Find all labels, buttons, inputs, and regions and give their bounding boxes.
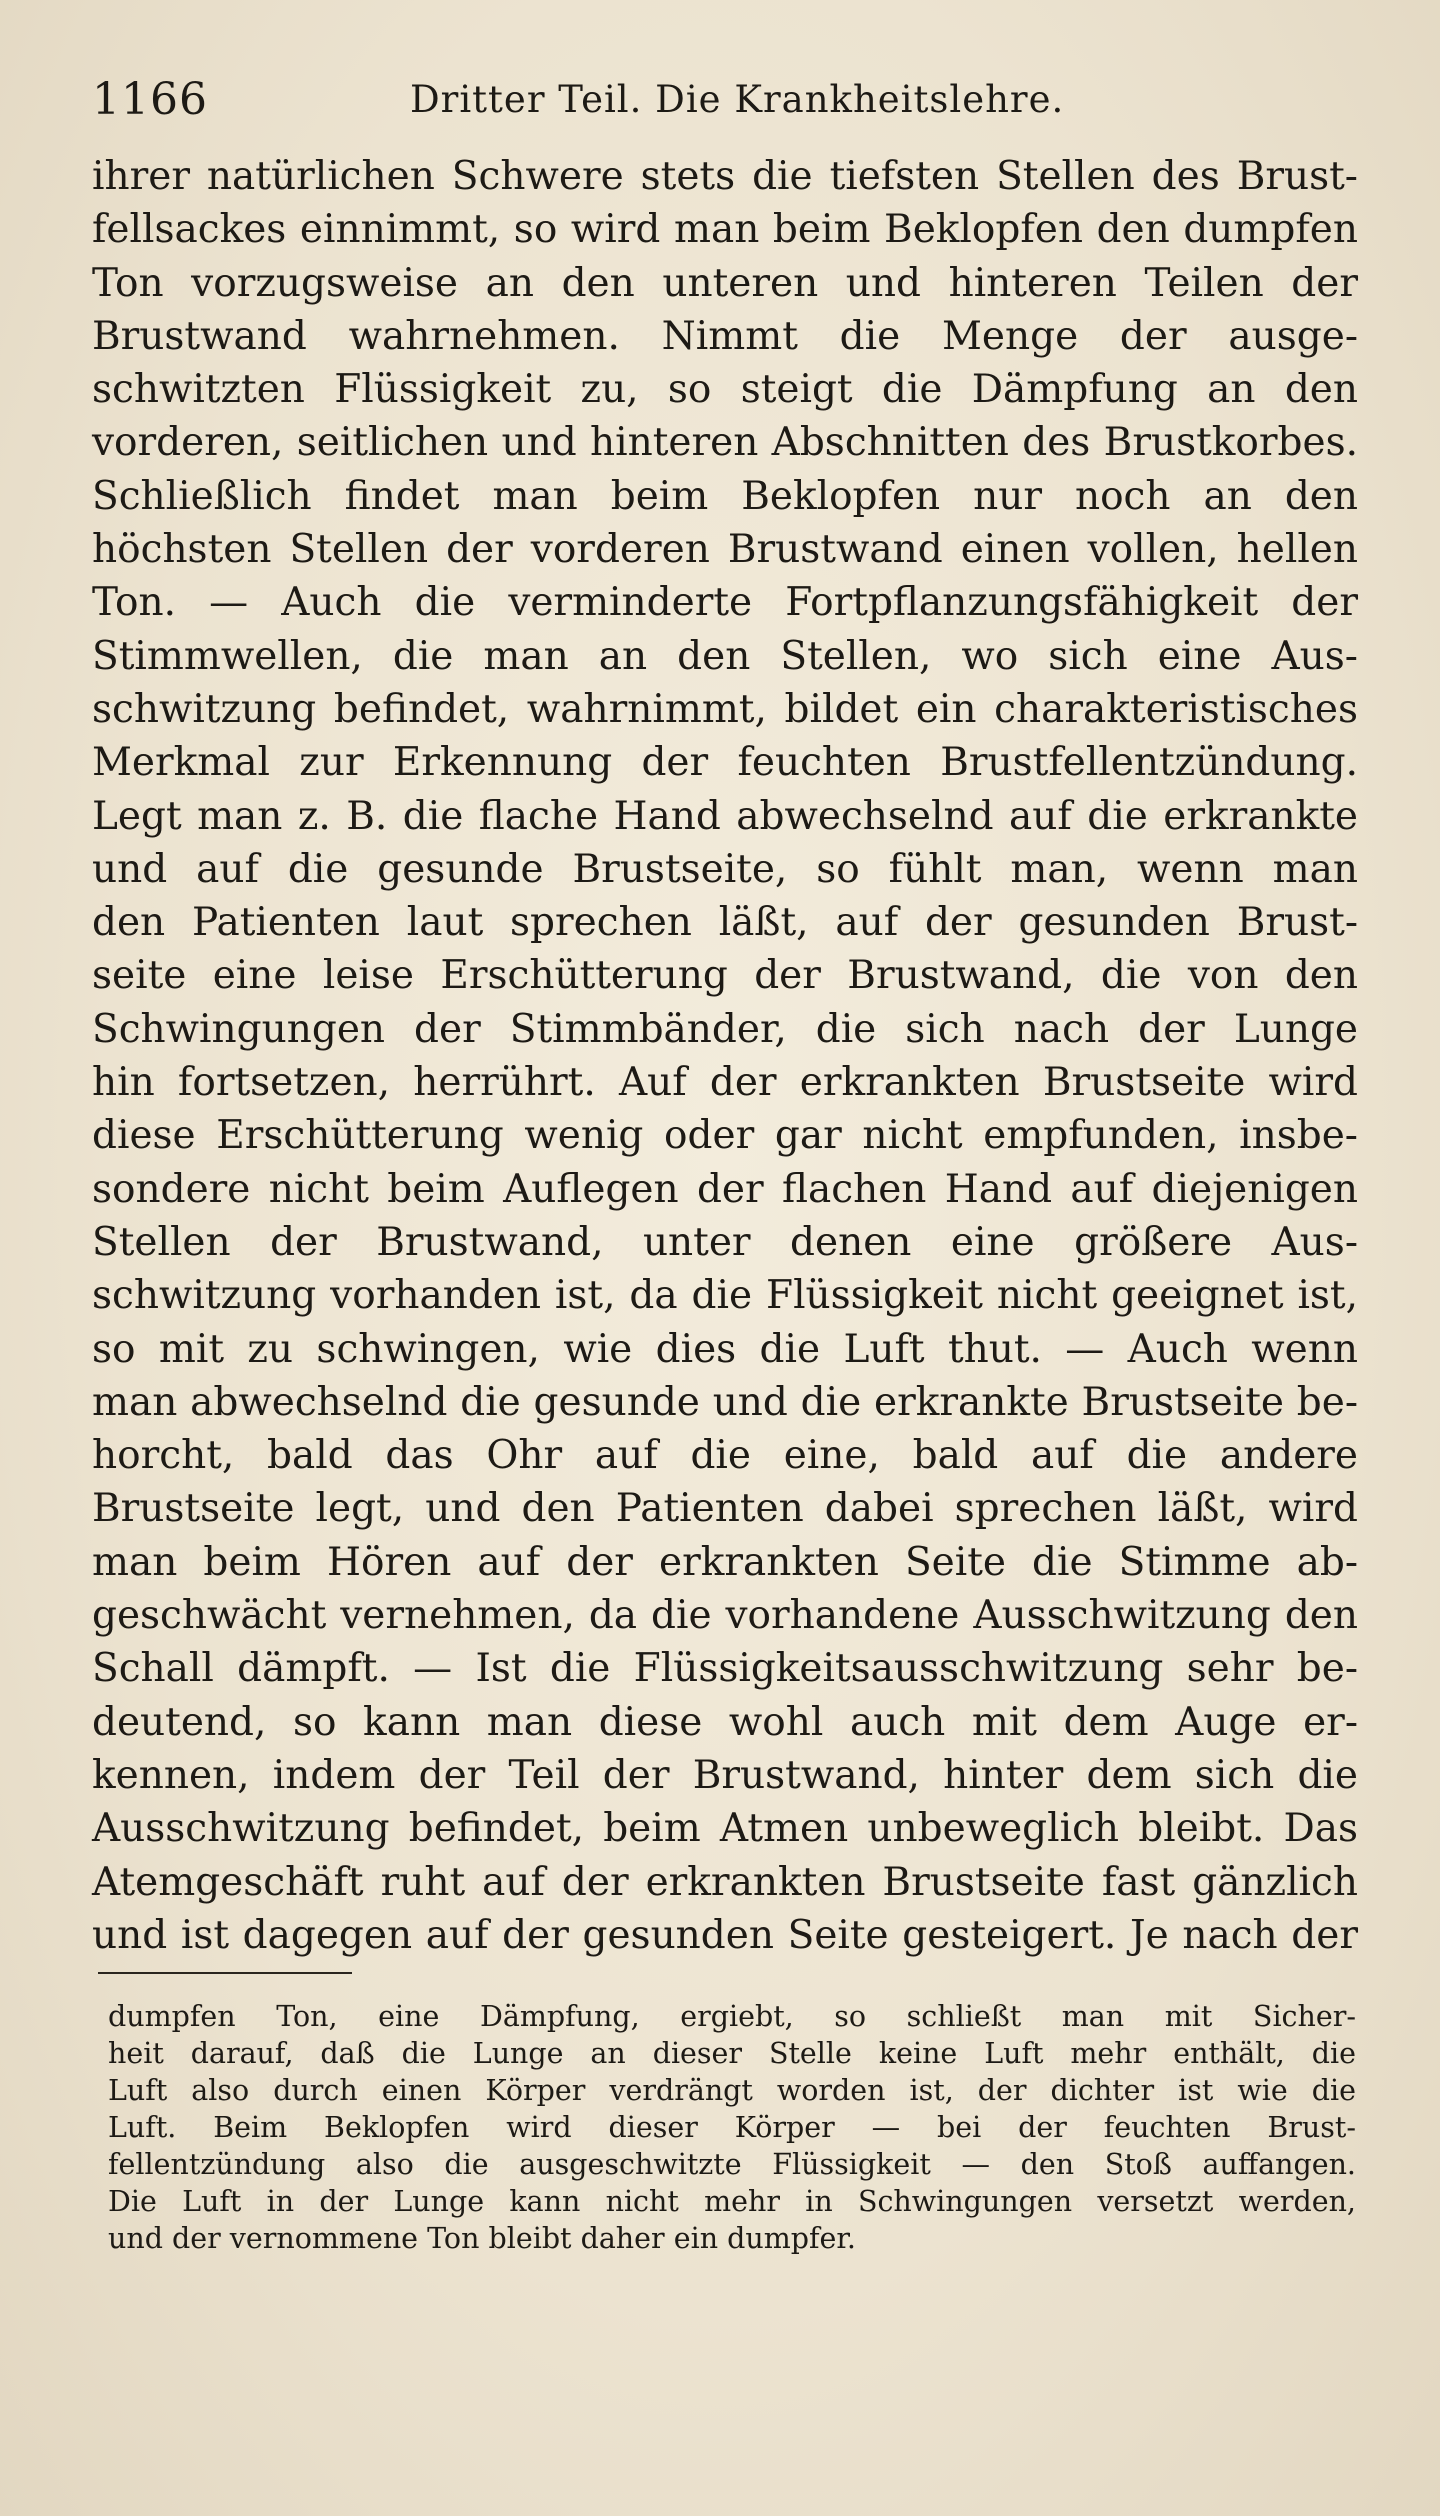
- text-line: vorderen, seitlichen und hinteren Abschnitten des Brustkorbes.: [92, 420, 1358, 466]
- text-line: Stellen der Brustwand, unter denen eine größere Aus-: [92, 1219, 1358, 1265]
- footnote-line: fellentzündung also die ausgeschwitzte Flüssigkeit — den Stoß auffangen.: [108, 2148, 1356, 2181]
- text-line: horcht, bald das Ohr auf die eine, bald auf die andere: [92, 1433, 1358, 1479]
- text-line: Ausschwitzung befindet, beim Atmen unbeweglich bleibt. Das: [92, 1806, 1358, 1852]
- text-line: schwitzten Flüssigkeit zu, so steigt die Dämpfung an den: [92, 367, 1358, 413]
- text-line: kennen, indem der Teil der Brustwand, hinter dem sich die: [92, 1752, 1358, 1798]
- text-line: Schwingungen der Stimmbänder, die sich nach der Lunge: [92, 1006, 1358, 1052]
- text-line: und ist dagegen auf der gesunden Seite gesteigert. Je nach der: [92, 1912, 1358, 1958]
- text-line: höchsten Stellen der vorderen Brustwand einen vollen, hellen: [92, 527, 1358, 573]
- text-line: Ton vorzugsweise an den unteren und hinteren Teilen der: [92, 260, 1358, 306]
- text-line: man beim Hören auf der erkrankten Seite die Stimme ab-: [92, 1539, 1358, 1585]
- text-line: Schall dämpft. — Ist die Flüssigkeitsausschwitzung sehr be-: [92, 1646, 1358, 1692]
- text-line: schwitzung vorhanden ist, da die Flüssigkeit nicht geeignet ist,: [92, 1273, 1358, 1319]
- text-line: Legt man z. B. die flache Hand abwechselnd auf die erkrankte: [92, 793, 1358, 839]
- text-line: deutend, so kann man diese wohl auch mit dem Auge er-: [92, 1699, 1358, 1745]
- text-line: geschwächt vernehmen, da die vorhandene Ausschwitzung den: [92, 1593, 1358, 1639]
- text-line: diese Erschütterung wenig oder gar nicht empfunden, insbe-: [92, 1113, 1358, 1159]
- footnote-line: Die Luft in der Lunge kann nicht mehr in Schwingungen versetzt werden,: [108, 2185, 1356, 2218]
- footnote-line: dumpfen Ton, eine Dämpfung, ergiebt, so schließt man mit Sicher-: [108, 2000, 1356, 2033]
- text-line: so mit zu schwingen, wie dies die Luft thut. — Auch wenn: [92, 1326, 1358, 1372]
- text-line: Brustwand wahrnehmen. Nimmt die Menge der ausge-: [92, 313, 1358, 359]
- text-line: schwitzung befindet, wahrnimmt, bildet ein charakteristisches: [92, 686, 1358, 732]
- main-text: [92, 150, 1358, 1962]
- text-line: den Patienten laut sprechen läßt, auf der gesunden Brust-: [92, 900, 1358, 946]
- text-line: fellsackes einnimmt, so wird man beim Beklopfen den dumpfen: [92, 207, 1358, 253]
- text-line: Merkmal zur Erkennung der feuchten Brustfellentzündung.: [92, 740, 1358, 786]
- footnote-line: heit darauf, daß die Lunge an dieser Stelle keine Luft mehr enthält, die: [108, 2037, 1356, 2070]
- text-line: Atemgeschäft ruht auf der erkrankten Brustseite fast gänzlich: [92, 1859, 1358, 1905]
- text-line: man abwechselnd die gesunde und die erkrankte Brustseite be-: [92, 1379, 1358, 1425]
- text-line: Ton. — Auch die verminderte Fortpflanzungsfähigkeit der: [92, 580, 1358, 626]
- text-line: seite eine leise Erschütterung der Brustwand, die von den: [92, 953, 1358, 999]
- text-line: hin fortsetzen, herrührt. Auf der erkrankten Brustseite wird: [92, 1060, 1358, 1106]
- text-line: Stimmwellen, die man an den Stellen, wo sich eine Aus-: [92, 633, 1358, 679]
- page-header: [92, 74, 1352, 134]
- footnote: [108, 1998, 1356, 2257]
- text-line: Brustseite legt, und den Patienten dabei sprechen läßt, wird: [92, 1486, 1358, 1532]
- footnote-divider: [98, 1972, 352, 1974]
- text-line: und auf die gesunde Brustseite, so fühlt man, wenn man: [92, 846, 1358, 892]
- running-head: Dritter Teil. Die Krankheitslehre.: [410, 78, 1065, 121]
- footnote-line: und der vernommene Ton bleibt daher ein dumpfer.: [108, 2222, 856, 2255]
- text-line: ihrer natürlichen Schwere stets die tiefsten Stellen des Brust-: [92, 154, 1358, 199]
- footnote-line: Luft. Beim Beklopfen wird dieser Körper — bei der feuchten Brust-: [108, 2111, 1356, 2144]
- text-line: sondere nicht beim Auflegen der flachen Hand auf diejenigen: [92, 1166, 1358, 1212]
- page-number: 1166: [92, 74, 208, 125]
- text-line: Schließlich findet man beim Beklopfen nur noch an den: [92, 473, 1358, 519]
- footnote-line: Luft also durch einen Körper verdrängt worden ist, der dichter ist wie die: [108, 2074, 1356, 2107]
